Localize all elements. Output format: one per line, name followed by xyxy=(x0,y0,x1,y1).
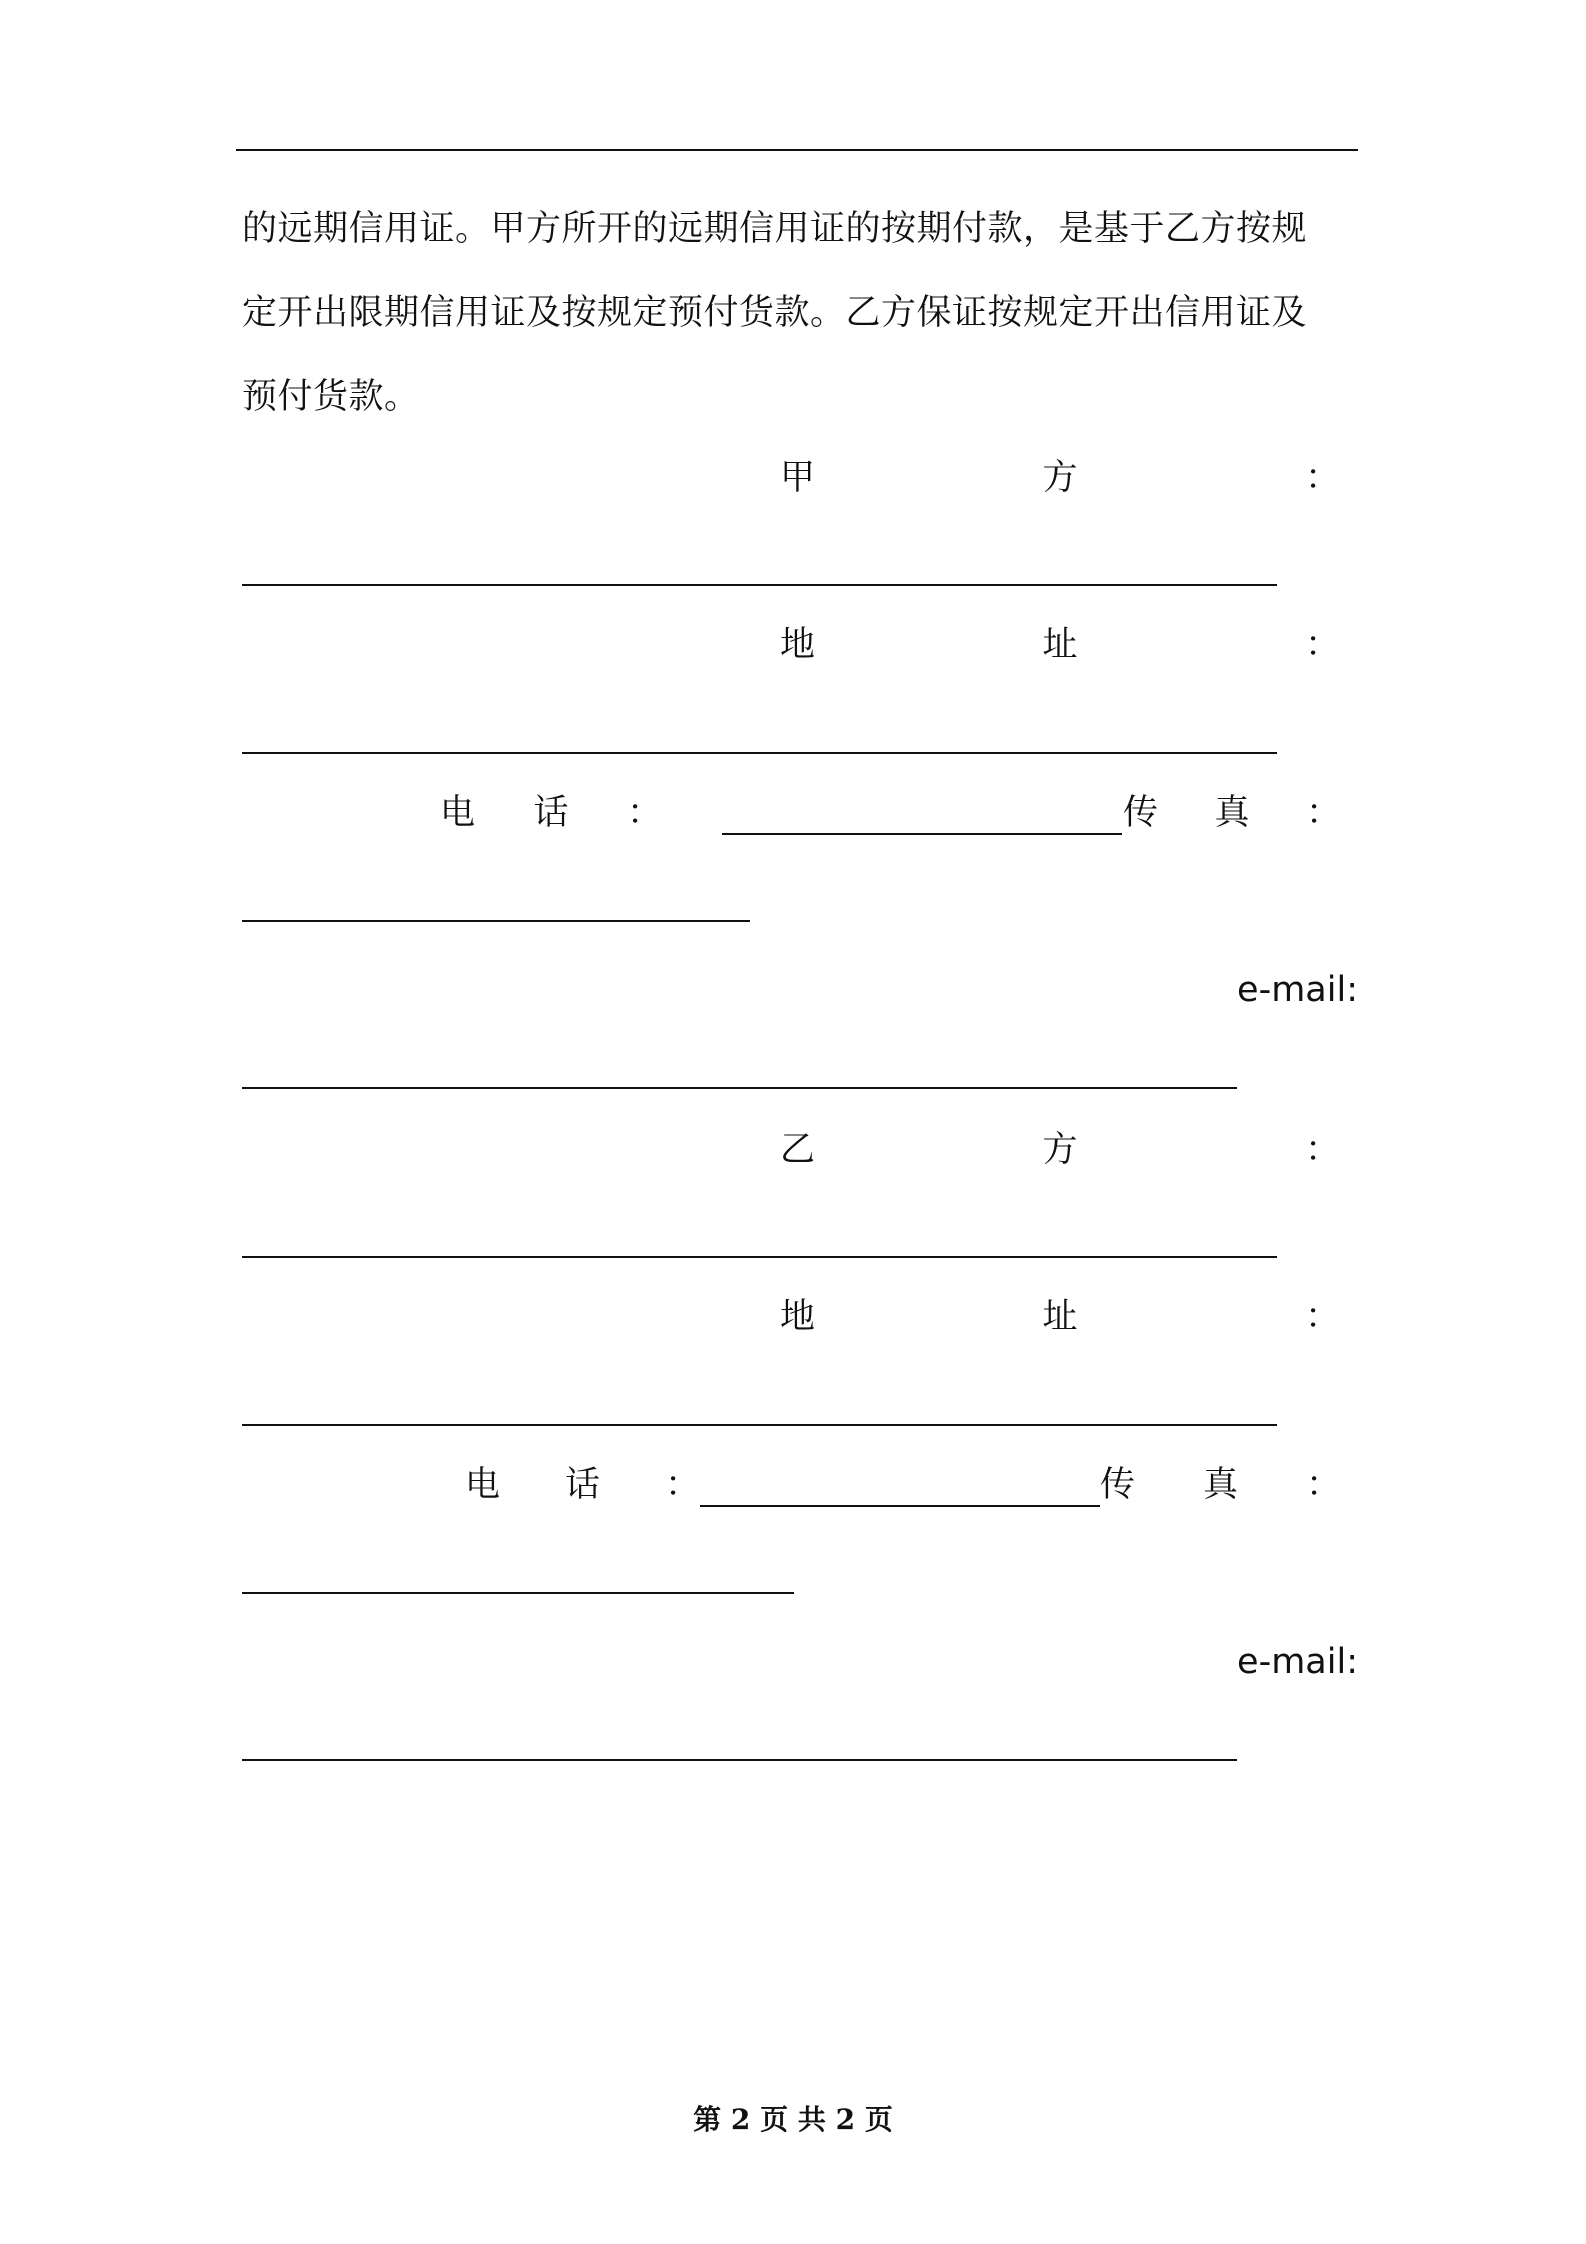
party-a-address-blank[interactable] xyxy=(242,752,1277,754)
party-b-phone-colon: ： xyxy=(664,1465,700,1505)
body-paragraph xyxy=(242,187,1357,439)
page-number-footer: 第 2 页 共 2 页 xyxy=(693,2103,893,2136)
party-b-fax-blank[interactable] xyxy=(242,1592,794,1594)
paragraph-line: 的远期信用证。甲方所开的远期信用证的按期付款，是基于乙方按规 xyxy=(242,209,1308,249)
party-a-address-colon: ： xyxy=(1304,625,1340,665)
party-b-email-label: e-mail: xyxy=(1237,1642,1358,1682)
paragraph-line: 定开出限期信用证及按规定预付货款。乙方保证按规定开出信用证及 xyxy=(242,293,1308,333)
party-b-title-char: 乙 xyxy=(780,1130,816,1170)
party-a-fax-label xyxy=(1123,783,1341,843)
party-b-fax-label xyxy=(1100,1455,1341,1515)
party-a-phone-blank[interactable] xyxy=(722,833,1122,835)
party-b-address-row xyxy=(780,1287,1340,1347)
party-b-fax-char: 传 xyxy=(1100,1465,1136,1505)
party-b-title-colon: ： xyxy=(1304,1130,1340,1170)
party-a-phone-colon: ： xyxy=(626,793,662,833)
party-a-fax-char: 真 xyxy=(1214,793,1250,833)
party-b-title-char: 方 xyxy=(1042,1130,1078,1170)
party-a-title-row xyxy=(780,448,1340,508)
party-b-address-colon: ： xyxy=(1304,1297,1340,1337)
party-a-email-label: e-mail: xyxy=(1237,970,1358,1010)
party-a-title-char: 方 xyxy=(1042,458,1078,498)
party-b-email-blank[interactable] xyxy=(242,1759,1237,1761)
party-b-phone-char: 电 xyxy=(465,1465,501,1505)
party-b-address-blank[interactable] xyxy=(242,1424,1277,1426)
party-a-phone-char: 话 xyxy=(533,793,569,833)
party-a-address-row xyxy=(780,615,1340,675)
party-b-name-blank[interactable] xyxy=(242,1256,1277,1258)
party-b-fax-colon: ： xyxy=(1305,1465,1341,1505)
party-a-fax-colon: ： xyxy=(1305,793,1341,833)
party-a-title-colon: ： xyxy=(1304,458,1340,498)
party-a-email-blank[interactable] xyxy=(242,1087,1237,1089)
party-b-address-char: 地 xyxy=(780,1297,816,1337)
party-a-address-char: 址 xyxy=(1042,625,1078,665)
paragraph-line: 预付货款。 xyxy=(242,377,420,417)
party-a-title-char: 甲 xyxy=(780,458,816,498)
party-a-phone-label xyxy=(440,783,662,843)
party-a-fax-char: 传 xyxy=(1123,793,1159,833)
party-a-address-char: 地 xyxy=(780,625,816,665)
party-b-phone-label xyxy=(465,1455,700,1515)
party-a-fax-blank[interactable] xyxy=(242,920,750,922)
party-b-fax-char: 真 xyxy=(1202,1465,1238,1505)
party-a-name-blank[interactable] xyxy=(242,584,1277,586)
party-b-phone-char: 话 xyxy=(564,1465,600,1505)
party-b-title-row xyxy=(780,1120,1340,1180)
party-b-address-char: 址 xyxy=(1042,1297,1078,1337)
party-b-phone-blank[interactable] xyxy=(700,1505,1100,1507)
party-a-phone-char: 电 xyxy=(440,793,476,833)
header-rule xyxy=(236,149,1358,151)
